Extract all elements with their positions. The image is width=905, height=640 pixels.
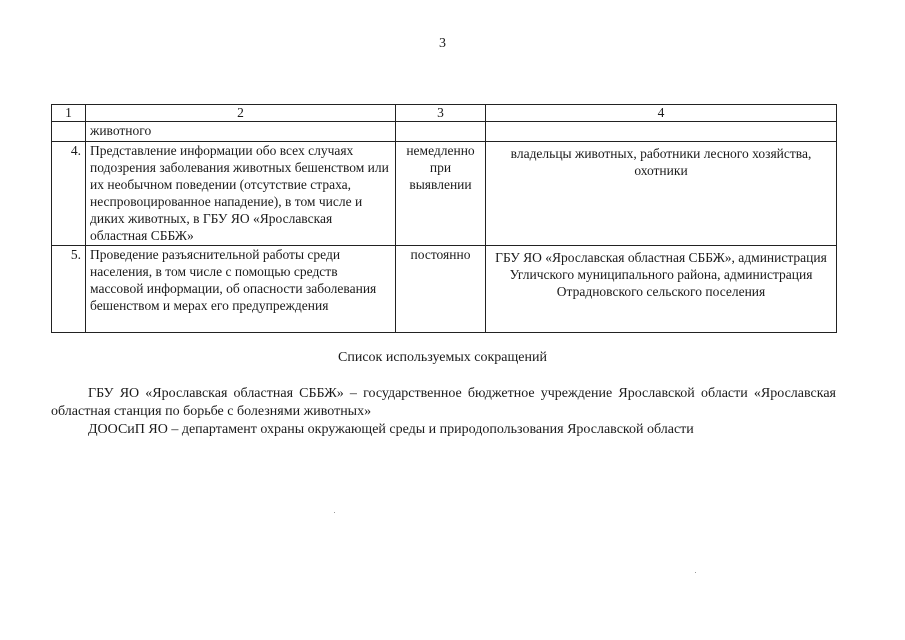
responsible-text: ГБУ ЯО «Ярославская областная СББЖ», администрация Угличского муниципального района, администрация Отрадновского сельского поселения (486, 246, 837, 333)
measure-text: животного (86, 122, 396, 142)
table-row (52, 246, 837, 333)
header-col-4: 4 (486, 105, 837, 122)
table-row-continuation (52, 122, 837, 142)
scan-speck (695, 572, 696, 573)
table-header-row (52, 105, 837, 122)
measures-table (51, 104, 837, 333)
measure-text: Представление информации обо всех случаях подозрения заболевания животных бешенством или их необычном поведении (отсутствие страха, неспровоцированное нападение), в том числе и диких животных, в ГБУ ЯО «Ярославская областная СББЖ» (86, 142, 396, 246)
abbreviations-title: Список используемых сокращений (338, 350, 547, 365)
abbreviation-item: ГБУ ЯО «Ярославская областная СББЖ» – государственное бюджетное учреждение Ярославской области «Ярославская областная станция по борьбе с болезнями животных» (51, 386, 836, 419)
timing-text (396, 122, 486, 142)
scan-speck (334, 512, 335, 513)
header-col-2: 2 (86, 105, 396, 122)
header-col-1: 1 (52, 105, 86, 122)
timing-text: немедленно при выявлении (396, 142, 486, 246)
table-row (52, 142, 837, 246)
timing-text: постоянно (396, 246, 486, 333)
row-number (52, 122, 86, 142)
responsible-text (486, 122, 837, 142)
abbreviation-item: ДООСиП ЯО – департамент охраны окружающей среды и природопользования Ярославской области (88, 422, 694, 437)
responsible-text: владельцы животных, работники лесного хозяйства, охотники (486, 142, 837, 246)
header-col-3: 3 (396, 105, 486, 122)
row-number: 5. (52, 246, 86, 333)
row-number: 4. (52, 142, 86, 246)
page-number: 3 (439, 36, 446, 51)
measure-text: Проведение разъяснительной работы среди населения, в том числе с помощью средств массовой информации, об опасности заболевания бешенством и мерах его предупреждения (86, 246, 396, 333)
